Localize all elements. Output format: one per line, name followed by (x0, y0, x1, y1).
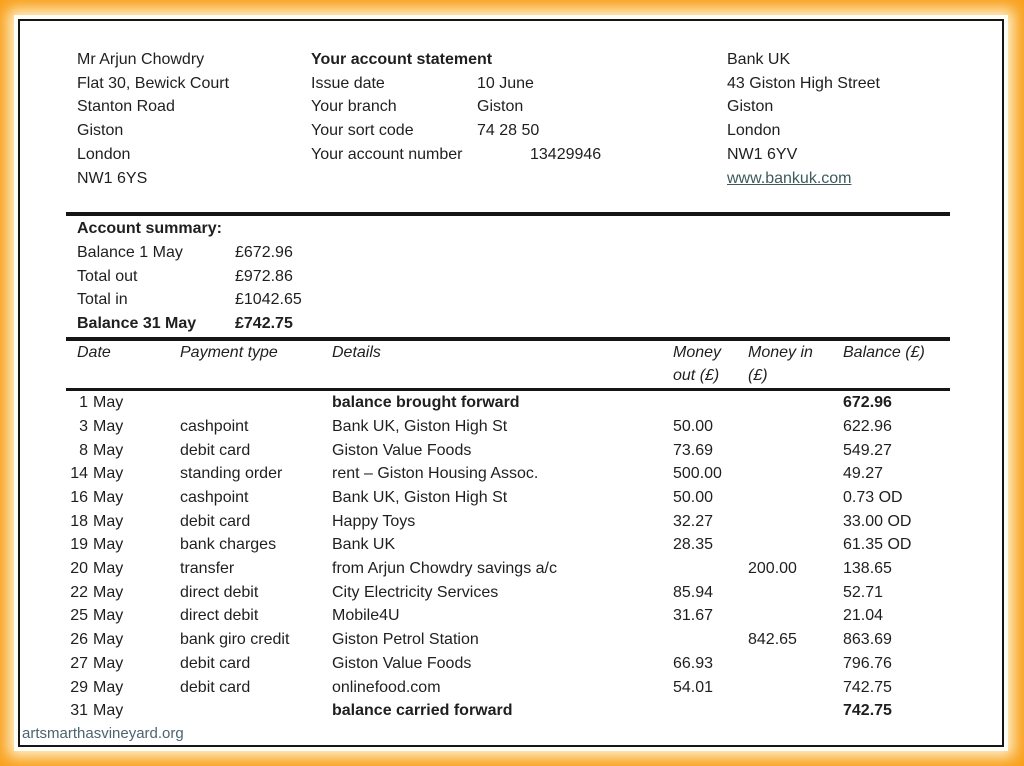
sort-code-row (311, 119, 727, 143)
address-line: NW1 6YS (77, 169, 148, 187)
txn-money-in (748, 604, 843, 628)
txn-date (66, 652, 180, 676)
txn-money-out: 50.00 (673, 488, 714, 506)
account-number-row (311, 143, 727, 167)
address-line: Flat 30, Bewick Court (77, 74, 230, 92)
txn-payment-type (180, 699, 332, 723)
txn-details: from Arjun Chowdry savings a/c (332, 560, 557, 578)
txn-balance: 49.27 (843, 465, 884, 483)
summary-value: £742.75 (235, 315, 293, 333)
txn-money-out (673, 699, 748, 723)
txn-money-in (748, 652, 843, 676)
txn-money-in (748, 439, 843, 463)
bank-statement-page (18, 19, 1004, 747)
address-line: Mr Arjun Chowdry (77, 51, 205, 68)
txn-date (66, 533, 180, 557)
table-row (66, 462, 950, 486)
bank-address (727, 48, 1002, 190)
txn-date-day: 29 (70, 678, 88, 696)
txn-payment-type: direct debit (180, 607, 259, 625)
txn-date (66, 604, 180, 628)
summary-label: Balance 1 May (77, 243, 183, 261)
sort-code-label: Your sort code (311, 122, 414, 140)
txn-date-day: 18 (70, 512, 88, 530)
txn-date-month: May (93, 583, 124, 601)
txn-payment-type: cashpoint (180, 488, 249, 506)
txn-payment-type: standing order (180, 465, 283, 483)
issue-date-row (311, 72, 727, 96)
table-row (66, 676, 950, 700)
txn-date (66, 628, 180, 652)
txn-date-day: 14 (70, 465, 88, 483)
txn-money-out (673, 628, 748, 652)
txn-money-out: 28.35 (673, 536, 714, 554)
txn-payment-type: transfer (180, 560, 235, 578)
txn-money-out: 73.69 (673, 441, 714, 459)
summary-value: £972.86 (235, 267, 293, 285)
txn-money-out (673, 391, 748, 415)
summary-row (77, 241, 950, 265)
txn-payment-type: debit card (180, 512, 251, 530)
txn-date-day: 26 (70, 631, 88, 649)
txn-money-out: 500.00 (673, 465, 722, 483)
address-line: London (727, 122, 781, 140)
txn-payment-type: debit card (180, 678, 251, 696)
txn-money-in (748, 581, 843, 605)
issue-date-value: 10 June (477, 74, 534, 92)
address-line: 43 Giston High Street (727, 74, 880, 92)
summary-row (77, 288, 950, 312)
txn-money-in (748, 391, 843, 415)
column-header-money-out: Money out (£) (673, 343, 722, 385)
txn-date-day: 19 (70, 536, 88, 554)
txn-balance: 742.75 (843, 702, 892, 720)
txn-balance: 549.27 (843, 441, 892, 459)
statement-meta (311, 48, 727, 190)
account-summary (66, 212, 950, 341)
txn-balance: 622.96 (843, 417, 892, 435)
sort-code-value: 74 28 50 (477, 122, 540, 140)
txn-payment-type: bank charges (180, 536, 277, 554)
address-line: Giston (77, 122, 124, 140)
account-number-label: Your account number (311, 145, 463, 163)
account-number-value: 13429946 (530, 145, 602, 163)
transactions-header (66, 341, 950, 391)
txn-date-day: 8 (79, 441, 88, 459)
watermark: artsmarthasvineyard.org (22, 724, 184, 742)
txn-date-day: 25 (70, 607, 88, 625)
txn-date-month: May (93, 607, 124, 625)
txn-money-in (748, 486, 843, 510)
address-line: NW1 6YV (727, 145, 798, 163)
txn-details: Giston Value Foods (332, 654, 472, 672)
branch-row (311, 95, 727, 119)
txn-date-month: May (93, 441, 124, 459)
txn-date-day: 22 (70, 583, 88, 601)
table-row (66, 604, 950, 628)
txn-date-day: 31 (70, 702, 88, 720)
table-row (66, 510, 950, 534)
transactions-table (20, 391, 1002, 723)
txn-date (66, 486, 180, 510)
txn-date-day: 27 (70, 654, 88, 672)
txn-date-month: May (93, 417, 124, 435)
txn-balance: 33.00 OD (843, 512, 912, 530)
txn-details: Giston Petrol Station (332, 631, 479, 649)
address-line: Giston (727, 98, 774, 116)
txn-balance: 672.96 (843, 394, 892, 412)
branch-label: Your branch (311, 98, 397, 116)
txn-money-out: 32.27 (673, 512, 714, 530)
summary-value: £1042.65 (235, 291, 302, 309)
txn-money-in (748, 699, 843, 723)
txn-money-in (748, 676, 843, 700)
txn-money-out: 54.01 (673, 678, 714, 696)
table-row (66, 439, 950, 463)
table-row (66, 557, 950, 581)
summary-label: Balance 31 May (77, 315, 197, 333)
txn-date (66, 581, 180, 605)
txn-money-out (673, 557, 748, 581)
table-row (66, 533, 950, 557)
txn-money-out: 50.00 (673, 417, 714, 435)
txn-details: Bank UK, Giston High St (332, 488, 508, 506)
txn-money-in (748, 415, 843, 439)
bank-website-link[interactable]: www.bankuk.com (727, 169, 852, 187)
txn-date (66, 462, 180, 486)
txn-date-month: May (93, 394, 124, 412)
txn-payment-type: bank giro credit (180, 631, 290, 649)
txn-balance: 796.76 (843, 654, 892, 672)
column-header-money-in: Money in (£) (748, 343, 813, 385)
txn-money-in (748, 462, 843, 486)
txn-details: rent – Giston Housing Assoc. (332, 465, 539, 483)
txn-date (66, 510, 180, 534)
txn-money-out: 31.67 (673, 607, 714, 625)
issue-date-label: Issue date (311, 74, 385, 92)
txn-money-in: 842.65 (748, 631, 797, 649)
txn-balance: 138.65 (843, 560, 892, 578)
column-header-details: Details (332, 343, 381, 361)
table-row (66, 391, 950, 415)
txn-date-day: 20 (70, 560, 88, 578)
txn-date (66, 699, 180, 723)
txn-details: balance brought forward (332, 394, 520, 412)
txn-details: Giston Value Foods (332, 441, 472, 459)
customer-address (77, 48, 311, 190)
txn-details: Mobile4U (332, 607, 400, 625)
table-row (66, 415, 950, 439)
txn-date (66, 676, 180, 700)
table-row (66, 628, 950, 652)
address-line: Stanton Road (77, 98, 175, 116)
txn-date-day: 1 (79, 394, 88, 412)
address-line: London (77, 145, 131, 163)
account-summary-heading: Account summary: (77, 220, 222, 238)
txn-payment-type (180, 391, 332, 415)
txn-payment-type: direct debit (180, 583, 259, 601)
summary-value: £672.96 (235, 243, 293, 261)
summary-row-closing-balance (77, 312, 950, 336)
txn-details: Bank UK (332, 536, 396, 554)
txn-details: onlinefood.com (332, 678, 441, 696)
column-header-balance: Balance (£) (843, 343, 925, 361)
txn-date-month: May (93, 465, 124, 483)
txn-details: City Electricity Services (332, 583, 499, 601)
txn-payment-type: cashpoint (180, 417, 249, 435)
txn-date-month: May (93, 631, 124, 649)
column-header-date: Date (77, 343, 111, 361)
txn-balance: 0.73 OD (843, 488, 903, 506)
txn-date-month: May (93, 488, 124, 506)
table-row (66, 581, 950, 605)
branch-value: Giston (477, 98, 524, 116)
txn-money-out: 85.94 (673, 583, 714, 601)
txn-date-month: May (93, 678, 124, 696)
txn-balance: 52.71 (843, 583, 884, 601)
table-row (66, 486, 950, 510)
txn-balance: 863.69 (843, 631, 892, 649)
txn-details: Bank UK, Giston High St (332, 417, 508, 435)
txn-details: balance carried forward (332, 702, 513, 720)
txn-date-day: 3 (79, 417, 88, 435)
txn-date (66, 391, 180, 415)
txn-date-month: May (93, 536, 124, 554)
txn-payment-type: debit card (180, 441, 251, 459)
summary-label: Total out (77, 267, 138, 285)
address-line: Bank UK (727, 51, 791, 68)
txn-date (66, 557, 180, 581)
summary-label: Total in (77, 291, 128, 309)
statement-top-block (77, 21, 1002, 190)
txn-money-in: 200.00 (748, 560, 797, 578)
table-row (66, 699, 950, 723)
txn-balance: 21.04 (843, 607, 884, 625)
statement-title: Your account statement (311, 51, 493, 68)
txn-date-month: May (93, 560, 124, 578)
txn-date-month: May (93, 702, 124, 720)
txn-balance: 742.75 (843, 678, 892, 696)
txn-payment-type: debit card (180, 654, 251, 672)
txn-date-day: 16 (70, 488, 88, 506)
txn-money-out: 66.93 (673, 654, 714, 672)
summary-row (77, 265, 950, 289)
txn-date (66, 415, 180, 439)
txn-details: Happy Toys (332, 512, 416, 530)
txn-date-month: May (93, 512, 124, 530)
txn-balance: 61.35 OD (843, 536, 912, 554)
txn-date-month: May (93, 654, 124, 672)
table-row (66, 652, 950, 676)
txn-money-in (748, 510, 843, 534)
txn-date (66, 439, 180, 463)
txn-money-in (748, 533, 843, 557)
column-header-payment-type: Payment type (180, 343, 278, 361)
